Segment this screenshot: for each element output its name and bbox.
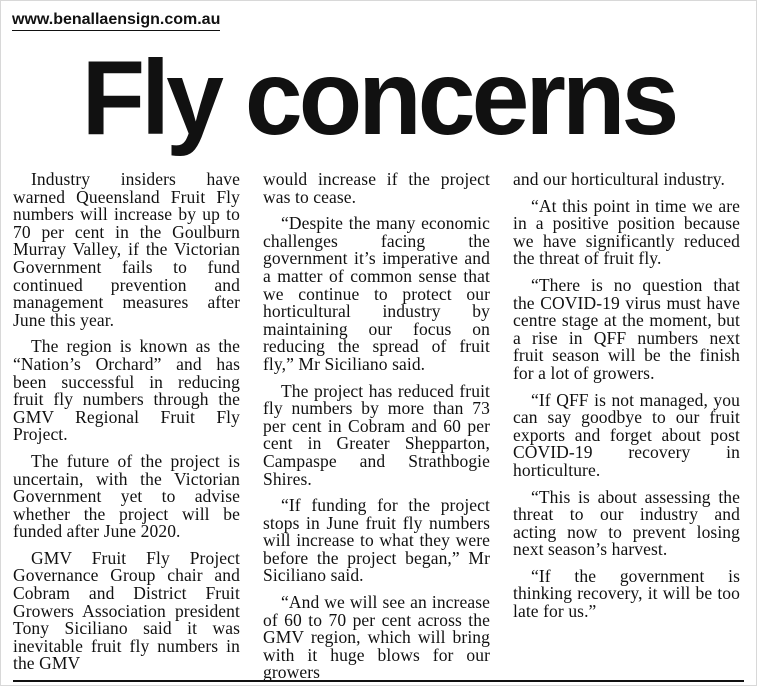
paragraph: Industry insiders have warned Queensland Fruit Fly numbers will increase by up to 70 per cent in the Goulburn Murray Valley, if the Victorian Government fails to fund continued prevention and management measures after June this year.	[13, 169, 240, 330]
paragraph: “And we will see an increase of 60 to 70 per cent across the GMV region, which will bring with it huge blows for our growers	[263, 592, 490, 683]
bottom-rule	[13, 680, 744, 682]
article-column-2	[263, 171, 490, 691]
paragraph: “This is about assessing the threat to our industry and acting now to prevent losing next season’s harvest.	[513, 486, 740, 560]
paragraph: “Despite the many economic challenges facing the government it’s imperative and a matter of common sense that we continue to protect our horticultural industry by maintaining our focus on reducing the spread of fruit fly,” Mr Siciliano said.	[263, 213, 490, 374]
paragraph: GMV Fruit Fly Project Governance Group chair and Cobram and District Fruit Growers Association president Tony Siciliano said it was inevitable fruit fly numbers in the GMV	[13, 547, 240, 674]
paragraph: The region is known as the “Nation’s Orchard” and has been successful in reducing fruit fly numbers through the GMV Regional Fruit Fly Project.	[13, 336, 240, 445]
paragraph: “There is no question that the COVID-19 virus must have centre stage at the moment, but a rise in QFF numbers next fruit season will be the finish for a lot of growers.	[513, 274, 740, 383]
article-column-1	[13, 171, 240, 682]
paragraph-continuation: would increase if the project was to cease.	[263, 169, 490, 207]
paragraph: “If funding for the project stops in June fruit fly numbers will increase to what they were before the project began,” Mr Siciliano said.	[263, 495, 490, 586]
source-url: www.benallaensign.com.au	[12, 11, 220, 31]
headline: Fly concerns	[81, 39, 676, 157]
paragraph: “If the government is thinking recovery, it will be too late for us.”	[513, 565, 740, 622]
paragraph: “If QFF is not managed, you can say goodbye to our fruit exports and forget about post COVID-19 recovery in horticulture.	[513, 389, 740, 480]
paragraph: The project has reduced fruit fly numbers by more than 73 per cent in Cobram and 60 per cent in Greater Shepparton, Campaspe and Strathbogie Shires.	[263, 380, 490, 489]
article-column-3	[513, 171, 740, 630]
paragraph: The future of the project is uncertain, with the Victorian Government yet to advise whether the project will be funded after June 2020.	[13, 450, 240, 542]
paragraph-continuation: and our horticultural industry.	[513, 169, 725, 189]
paragraph: “At this point in time we are in a positive position because we have significantly reduced the threat of fruit fly.	[513, 195, 740, 269]
